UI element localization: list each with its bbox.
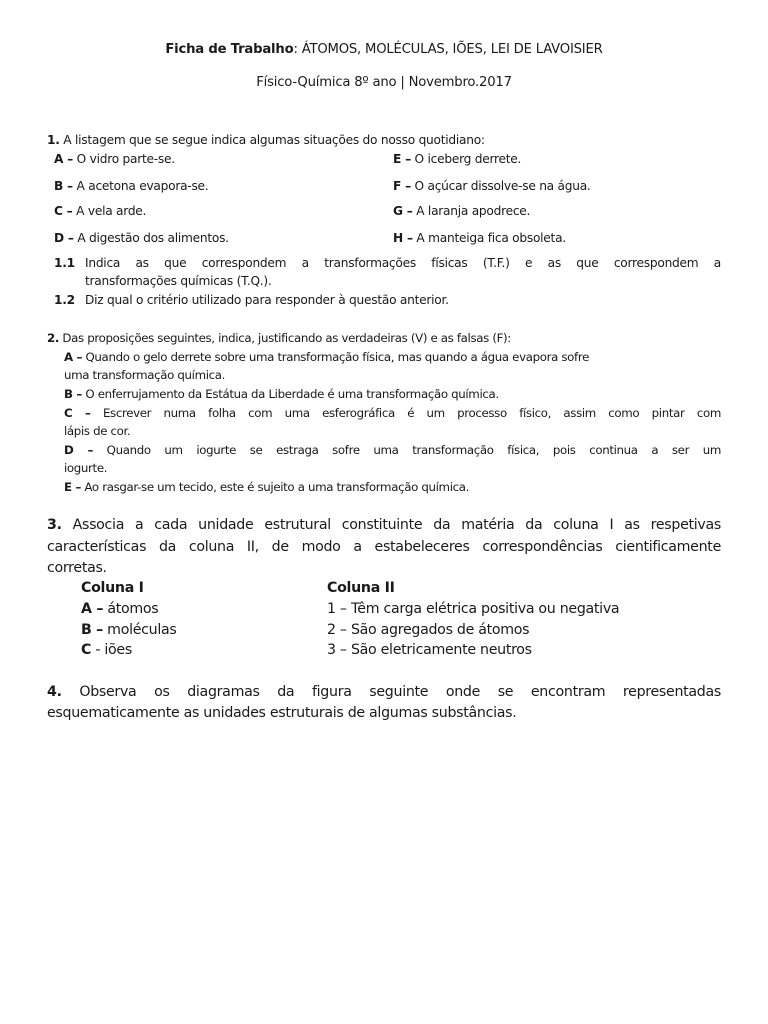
q1-item-b xyxy=(54,179,208,193)
q1-item-e xyxy=(393,152,521,166)
item-letter: G – xyxy=(393,204,413,218)
column-2-header: Coluna II xyxy=(327,580,395,596)
column-1-item-a xyxy=(81,601,158,617)
q1-1-line2: transformações químicas (T.Q.). xyxy=(85,274,272,288)
q4-number: 4. xyxy=(47,684,62,700)
item-text: O vidro parte-se. xyxy=(76,152,175,166)
q1-2-text: Diz qual o critério utilizado para responder à questão anterior. xyxy=(85,293,449,307)
q1-item-g xyxy=(393,204,530,218)
item-letter: C – xyxy=(54,204,73,218)
item-text: moléculas xyxy=(107,622,177,638)
column-2-item-1: 1 – Têm carga elétrica positiva ou negativa xyxy=(327,601,620,617)
item-letter: E – xyxy=(393,152,411,166)
item-text: Ao rasgar-se um tecido, este é sujeito a uma transformação química. xyxy=(84,480,470,494)
item-letter: A – xyxy=(64,350,83,364)
item-letter: F – xyxy=(393,179,411,193)
item-text: O enferrujamento da Estátua da Liberdade é uma transformação química. xyxy=(85,387,499,401)
q2-item-e xyxy=(64,480,469,494)
q3-line3: corretas. xyxy=(47,560,107,576)
column-1-item-b xyxy=(81,622,176,638)
q2-prompt-text: Das proposições seguintes, indica, justificando as verdadeiras (V) e as falsas (F): xyxy=(62,331,511,345)
q2-item-b xyxy=(64,387,499,401)
q3-line2: características da coluna II, de modo a estabeleceres correspondências cientificamente xyxy=(47,539,721,555)
item-letter: C – xyxy=(64,406,91,420)
item-letter: B – xyxy=(81,622,103,638)
page-title xyxy=(0,42,768,57)
q2-item-d-line2: iogurte. xyxy=(64,461,108,475)
item-text: O açúcar dissolve-se na água. xyxy=(414,179,591,193)
q1-item-h xyxy=(393,231,566,245)
title-topic: ÁTOMOS, MOLÉCULAS, IÕES, LEI DE LAVOISIER xyxy=(301,42,603,57)
q4-line2: esquematicamente as unidades estruturais de algumas substâncias. xyxy=(47,705,517,721)
item-text: Escrever numa folha com uma esferográfica é um processo físico, assim como pintar com xyxy=(102,406,721,420)
item-letter: D – xyxy=(54,231,74,245)
item-letter: B – xyxy=(54,179,73,193)
q1-item-c xyxy=(54,204,146,218)
item-text: átomos xyxy=(107,601,159,617)
item-letter: E – xyxy=(64,480,82,494)
q1-prompt-text: A listagem que se segue indica algumas situações do nosso quotidiano: xyxy=(63,133,485,147)
title-separator: : xyxy=(293,42,302,57)
column-2-item-3: 3 – São eletricamente neutros xyxy=(327,642,532,658)
q1-2-number: 1.2 xyxy=(54,293,75,307)
title-label: Ficha de Trabalho xyxy=(165,42,294,57)
item-letter: H – xyxy=(393,231,413,245)
item-text: Quando um iogurte se estraga sofre uma transformação física, pois continua a ser um xyxy=(106,443,721,457)
q2-item-c-line1 xyxy=(64,406,721,420)
item-letter: A – xyxy=(54,152,74,166)
q4-text: Observa os diagramas da figura seguinte onde se encontram representadas xyxy=(79,684,721,700)
q3-text: Associa a cada unidade estrutural constituinte da matéria da coluna I as respetivas xyxy=(72,517,721,533)
item-letter: A – xyxy=(81,601,104,617)
q1-item-f xyxy=(393,179,591,193)
item-text: A digestão dos alimentos. xyxy=(77,231,229,245)
item-text: A acetona evapora-se. xyxy=(76,179,209,193)
q1-prompt xyxy=(47,133,485,147)
item-text: A vela arde. xyxy=(76,204,147,218)
q3-number: 3. xyxy=(47,517,62,533)
q1-item-a xyxy=(54,152,175,166)
q2-prompt xyxy=(47,331,511,345)
column-1-header: Coluna I xyxy=(81,580,144,596)
item-text: O iceberg derrete. xyxy=(414,152,522,166)
q2-item-a-line2: uma transformação química. xyxy=(64,368,226,382)
item-text: A laranja apodrece. xyxy=(416,204,531,218)
q2-item-c-line2: lápis de cor. xyxy=(64,424,131,438)
item-letter: B – xyxy=(64,387,82,401)
q2-number: 2. xyxy=(47,331,59,345)
q1-item-d xyxy=(54,231,229,245)
page-subtitle: Físico-Química 8º ano | Novembro.2017 xyxy=(256,75,512,90)
q1-1-line1: Indica as que correspondem a transformações físicas (T.F.) e as que correspondem a xyxy=(85,256,721,270)
column-1-item-c xyxy=(81,642,132,658)
item-letter: C xyxy=(81,642,92,658)
item-text: Quando o gelo derrete sobre uma transformação física, mas quando a água evapora sofre xyxy=(85,350,589,364)
item-text: A manteiga fica obsoleta. xyxy=(416,231,566,245)
q2-item-a-line1 xyxy=(64,350,589,364)
item-letter: D – xyxy=(64,443,94,457)
column-2-item-2: 2 – São agregados de átomos xyxy=(327,622,530,638)
q4-line1 xyxy=(47,684,721,700)
q1-1-number: 1.1 xyxy=(54,256,75,270)
item-text: - iões xyxy=(95,642,132,658)
q1-number: 1. xyxy=(47,133,60,147)
q3-line1 xyxy=(47,517,721,533)
q2-item-d-line1 xyxy=(64,443,721,457)
